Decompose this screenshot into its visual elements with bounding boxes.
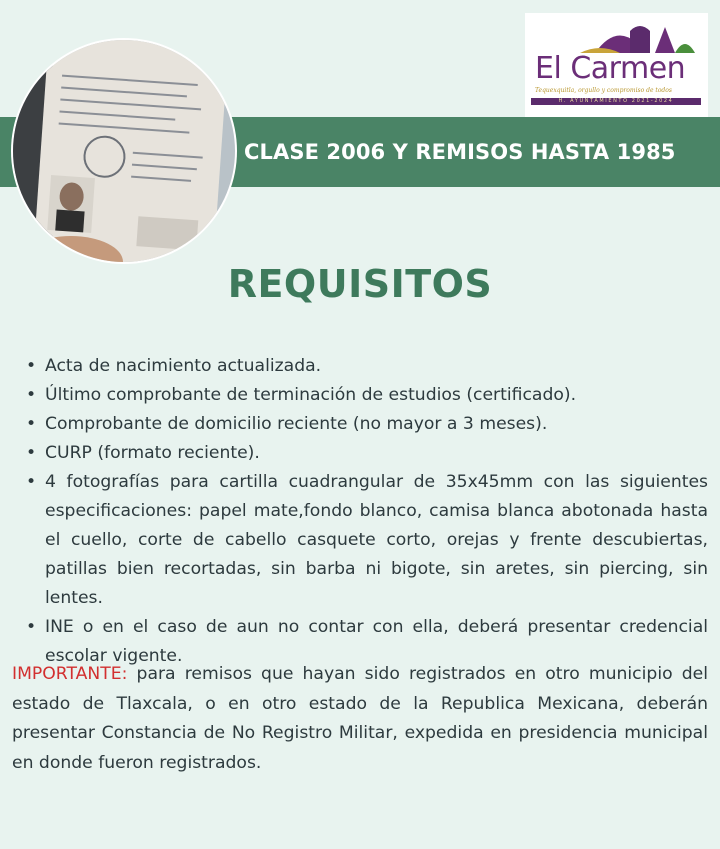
important-label: IMPORTANTE: [12, 664, 128, 684]
requirements-list [26, 352, 708, 671]
id-card-icon [13, 40, 235, 262]
list-item: • INE o en el caso de aun no contar con ella, deberá presentar credencial escolar vigente. [26, 613, 708, 671]
list-item: • CURP (formato reciente). [26, 439, 708, 468]
list-item: • Acta de nacimiento actualizada. [26, 352, 708, 381]
important-text: para remisos que hayan sido registrados en otro municipio del estado de Tlaxcala, o en otro estado de la Republica Mexicana, deberán presentar Constancia de No Registro Militar, expedida en presidencia municipal en donde fueron registrados. [12, 664, 708, 773]
logo-tagline: Tequexquitla, orgullo y compromiso de todos [535, 87, 672, 94]
military-id-photo [13, 40, 235, 262]
important-note [12, 660, 708, 778]
municipality-logo [525, 13, 708, 117]
list-item: • Último comprobante de terminación de estudios (certificado). [26, 381, 708, 410]
list-item: • Comprobante de domicilio reciente (no mayor a 3 meses). [26, 410, 708, 439]
logo-subtitle: H. AYUNTAMIENTO 2021-2024 [531, 98, 701, 105]
list-item: • 4 fotografías para cartilla cuadrangular de 35x45mm con las siguientes especificaciones: papel mate,fondo blanco, camisa blanca abotonada hasta el cuello, corte de cabello casquete corto, orejas y frente descubiertas, patillas bien recortadas, sin barba ni bigote, sin aretes, sin piercing, sin lentes. [26, 468, 708, 613]
banner-title: CLASE 2006 Y REMISOS HASTA 1985 [244, 140, 676, 164]
logo-name: El Carmen [535, 51, 686, 86]
page-title [0, 262, 720, 306]
heading-text: REQUISITOS [227, 262, 493, 306]
